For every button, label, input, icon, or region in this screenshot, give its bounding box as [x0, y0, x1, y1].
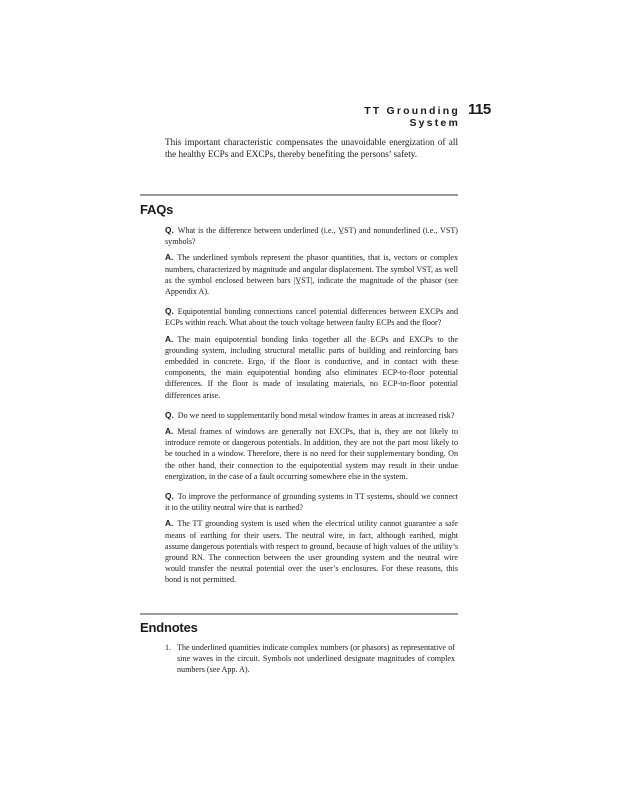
endnote-number: 1.	[165, 643, 172, 652]
faq-answer	[165, 426, 458, 482]
question-text: What is the difference between underlined (i.e., V̲ST) and nonunderlined (i.e., VST) symbols?	[165, 226, 458, 247]
question-label: Q.	[165, 409, 174, 420]
endnote-text: The underlined quantities indicate complex numbers (or phasors) as representative of sine waves in the circuit. Symbols not underlined designate magnitudes of complex numbers (see App. A).	[177, 643, 455, 675]
answer-label: A.	[165, 252, 174, 263]
faq-question	[165, 225, 458, 247]
faq-list	[165, 225, 458, 586]
intro-paragraph: This important characteristic compensates the unavoidable energization of all the healthy ECPs and EXCPs, thereby benefiting the persons’ safety.	[165, 137, 458, 160]
question-text: Do we need to supplementarily bond metal window frames in areas at increased risk?	[177, 410, 455, 420]
faqs-heading: FAQs	[140, 202, 174, 217]
question-text: To improve the performance of grounding systems in TT systems, should we connect it to the utility neutral wire that is earthed?	[165, 492, 458, 513]
faq-answer	[165, 252, 458, 297]
answer-text: Metal frames of windows are generally not EXCPs, that is, they are not likely to introduce remote or dangerous potentials. In addition, they are not the part most likely to be touched in a window. Therefore, there is no need for their supplementary bonding. On the other hand, their connection to the equipotential system may result in their undue energization, in the case of a fault occurring somewhere else in the system.	[165, 427, 458, 481]
endnotes-heading: Endnotes	[140, 620, 198, 635]
endnote-item	[165, 642, 458, 676]
running-header-title: TT Grounding System	[364, 105, 460, 129]
question-text: Equipotential bonding connections cancel potential differences between EXCPs and ECPs within reach. What about the touch voltage between faulty ECPs and the floor?	[165, 307, 458, 328]
answer-text: The underlined symbols represent the phasor quantities, that is, vectors or complex numbers, characterized by magnitude and angular displacement. The symbol VST, as well as the symbol enclosed between bars |V̲ST|, indicate the magnitude of the phasor (see Appendix A).	[165, 253, 458, 297]
faq-question	[165, 306, 458, 328]
answer-text: The TT grounding system is used when the electrical utility cannot guarantee a safe means of earthing for their users. The neutral wire, in fact, although earthed, might assume dangerous potentials with respect to ground, because of high values of the utility’s ground RN. The connection between the user grounding system and the neutral wire would transfer the neutral potential over the user’s enclosures. For these reasons, this bond is not permitted.	[165, 519, 458, 585]
faq-question	[165, 491, 458, 513]
section-rule-endnotes	[140, 613, 458, 615]
answer-label: A.	[165, 518, 174, 529]
answer-text: The main equipotential bonding links together all the ECPs and EXCPs to the grounding system, including structural metallic parts of building and reinforcing bars embedded in concrete. Ergo, if the floor is conductive, and in contact with these components, the main equipotential bonding also eliminates ECP-to-floor potential differences. If the floor is made of insulating materials, no ECP-to-floor potential differences arise.	[165, 334, 458, 400]
question-label: Q.	[165, 306, 174, 317]
answer-label: A.	[165, 333, 174, 344]
faq-question	[165, 410, 458, 421]
answer-label: A.	[165, 426, 174, 437]
faq-answer	[165, 334, 458, 401]
question-label: Q.	[165, 225, 174, 235]
faq-answer	[165, 518, 458, 585]
section-rule-faqs	[140, 194, 458, 196]
question-label: Q.	[165, 491, 174, 502]
page-number: 115	[468, 101, 491, 118]
